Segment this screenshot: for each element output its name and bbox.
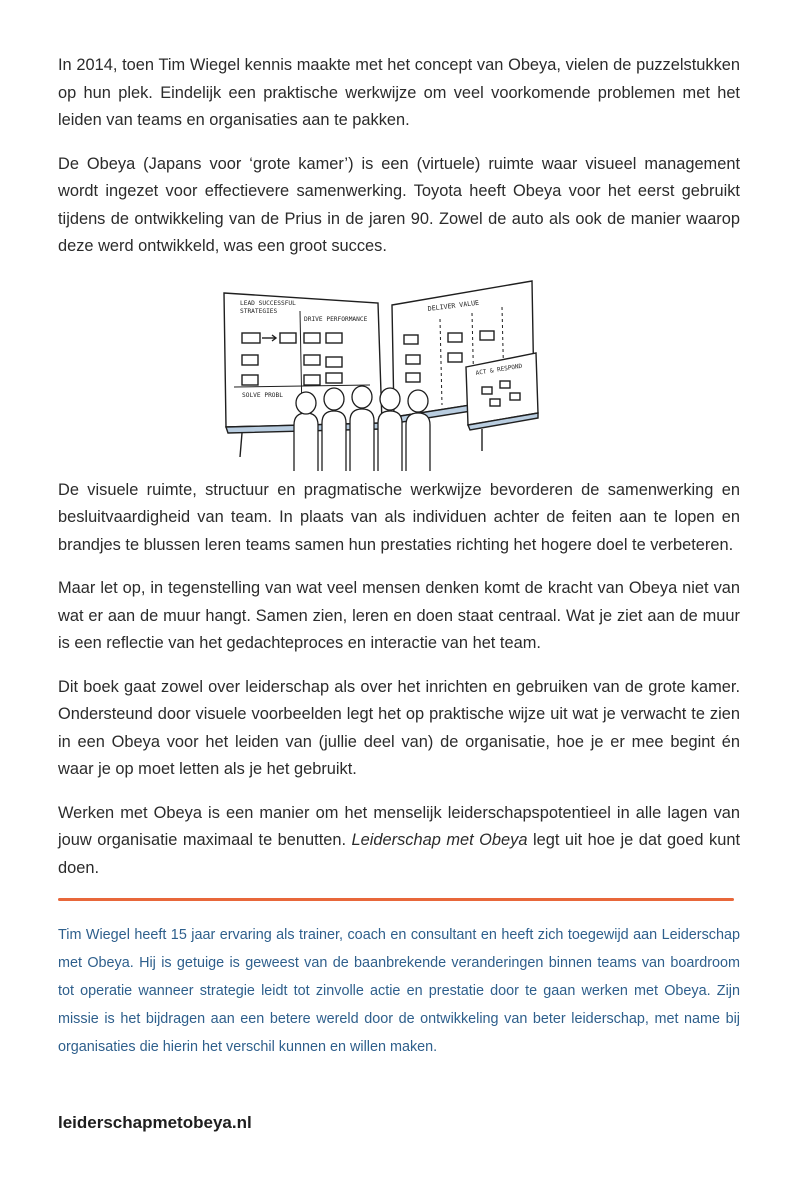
label-deliver-value: DELIVER VALUE — [427, 298, 480, 313]
caution-paragraph: Maar let op, in tegenstelling van wat veel mensen denken komt de kracht van Obeya niet van wat er aan de muur hangt. Samen zien, leren en doen staat centraal. Wat je ziet aan de muur is een reflectie van het gedachteproces en interactie van het team. — [58, 579, 740, 652]
label-lead-successful: LEAD SUCCESSFUL — [240, 299, 296, 307]
website-url: leiderschapmetobeya.nl — [58, 1113, 252, 1132]
team-figures — [294, 386, 430, 471]
book-description-paragraph: Dit boek gaat zowel over leiderschap als over het inrichten en gebruiken van de grote kamer. Ondersteund door visuele voorbeelden legt het op praktische wijze uit wat je verwacht te zien in een Obeya voor het leiden van (jullie deel van) de organisatie, hoe je er mee begint én waar je op moet letten als je het gebruikt. — [58, 677, 740, 778]
intro-paragraph: In 2014, toen Tim Wiegel kennis maakte met het concept van Obeya, vielen de puzzelstukken op hun plek. Eindelijk een praktische werkwijze om veel voorkomende problemen met het leiden van teams en organisaties aan te pakken. — [58, 56, 740, 129]
closing-text-end: legt uit hoe je dat goed kunt doen. — [58, 831, 740, 877]
author-bio: Tim Wiegel heeft 15 jaar ervaring als trainer, coach en consultant en heeft zich toegewijd aan Leiderschap met Obeya. Hij is getuige is geweest van de baanbrekende veranderingen binnen teams van boardroom tot operatie wanneer strategie leidt tot zinvolle actie en prestatie door te gaan werken met Obeya. Zijn missie is het bijdragen aan een betere wereld door de ontwikkeling van beter leiderschap, met name bij organisaties die hierin het verschil kunnen en willen maken. — [58, 927, 740, 1055]
obeya-definition-paragraph: De Obeya (Japans voor ‘grote kamer’) is een (virtuele) ruimte waar visueel management wordt ingezet voor effectievere samenwerking. Toyota heeft Obeya voor het eerst gebruikt tijdens de ontwikkeling van de Prius in de jaren 90. Zowel de auto als ook de manier waarop deze werd ontwikkeld, was een groot succes. — [58, 154, 740, 255]
back-cover-text — [58, 52, 740, 1061]
label-strategies: STRATEGIES — [240, 307, 278, 315]
closing-paragraph — [58, 800, 740, 883]
orange-divider — [58, 898, 734, 901]
visual-space-paragraph: De visuele ruimte, structuur en pragmatische werkwijze bevorderen de samenwerking en besluitvaardigheid van team. In plaats van als individuen achter de feiten aan te lopen en brandjes te blussen leren teams samen hun prestaties richting het hogere doel te verbeteren. — [58, 480, 740, 554]
book-title-italic: Leiderschap met Obeya — [351, 831, 528, 849]
closing-text-start: Werken met Obeya is een manier om het menselijk leiderschapspotentieel in alle lagen van jouw organisatie maximaal te benutten. — [58, 803, 740, 849]
label-drive-performance: DRIVE PERFORMANCE — [304, 315, 368, 323]
label-act-respond: ACT & RESPOND — [475, 362, 523, 377]
obeya-room-illustration — [220, 275, 540, 471]
label-solve-problems: SOLVE PROBL — [242, 391, 283, 399]
